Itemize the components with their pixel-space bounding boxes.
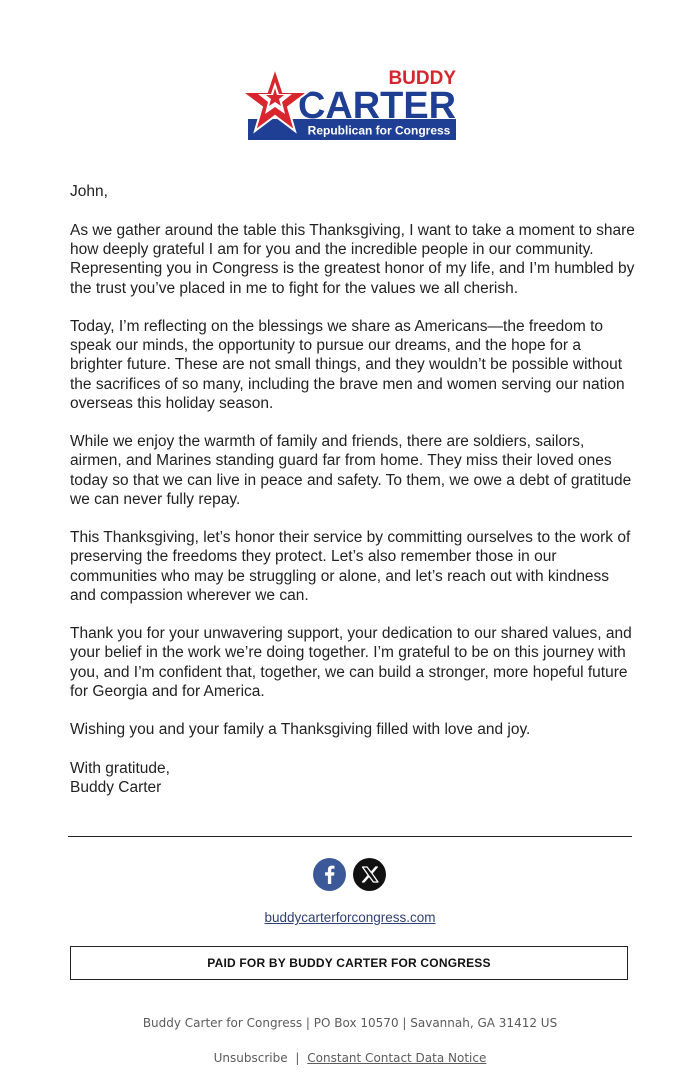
x-icon[interactable] (353, 858, 386, 891)
facebook-icon[interactable] (313, 858, 346, 891)
footer-address: Buddy Carter for Congress | PO Box 10570 | Savannah, GA 31412 US (142, 1016, 558, 1030)
letter-paragraph: Wishing you and your family a Thanksgiving filled with love and joy. (70, 721, 531, 739)
logo-last-name: CARTER (298, 85, 456, 127)
footer-links (0, 1051, 700, 1065)
campaign-logo (244, 66, 458, 144)
letter-paragraph: Today, I’m reflecting on the blessings we share as Americans—the freedom to speak our minds, the opportunity to pursue our dreams, and the hope for a brighter future. These are not small things, and they wouldn’t be possible without the sacrifices of so many, including the brave men and women serving our nation overseas this holiday season. (70, 318, 625, 412)
paid-for-disclaimer: PAID FOR BY BUDDY CARTER FOR CONGRESS (70, 946, 628, 980)
logo-tagline: Republican for Congress (307, 123, 451, 138)
letter-paragraph: While we enjoy the warmth of family and friends, there are soldiers, sailors, airmen, and Marines standing guard far from home. They miss their loved ones today so that we can live in peace and safety. To them, we owe a debt of gratitude we can never fully repay. (70, 433, 632, 508)
footer-separator: | (295, 1051, 300, 1065)
letter-paragraph: This Thanksgiving, let’s honor their service by committing ourselves to the work of preserving the freedoms they protect. Let’s also remember those in our communities who may be struggling or alone, and let’s reach out with kindness and compassion wherever we can. (70, 529, 631, 604)
social-links (0, 858, 700, 892)
letter-body (70, 182, 635, 797)
website-link[interactable]: buddycarterforcongress.com (264, 910, 436, 925)
closing: With gratitude, (70, 759, 170, 777)
data-notice-link[interactable]: Constant Contact Data Notice (307, 1051, 487, 1065)
logo-first-name: BUDDY (388, 68, 456, 89)
salutation: John, (70, 183, 108, 200)
letter-paragraph: As we gather around the table this Thanksgiving, I want to take a moment to share how deeply grateful I am for you and the incredible people in our community. Representing you in Congress is the greatest honor of my life, and I’m humbled by the trust you’ve placed in me to fight for the values we all cherish. (70, 222, 635, 297)
letter-paragraph: Thank you for your unwavering support, your dedication to our shared values, and your belief in the work we’re doing together. I’m grateful to be on this journey with you, and I’m confident that, together, we can build a stronger, more hopeful future for Georgia and for America. (70, 625, 632, 700)
unsubscribe-link[interactable]: Unsubscribe (213, 1051, 288, 1065)
signature: Buddy Carter (70, 778, 162, 796)
divider (68, 836, 632, 837)
